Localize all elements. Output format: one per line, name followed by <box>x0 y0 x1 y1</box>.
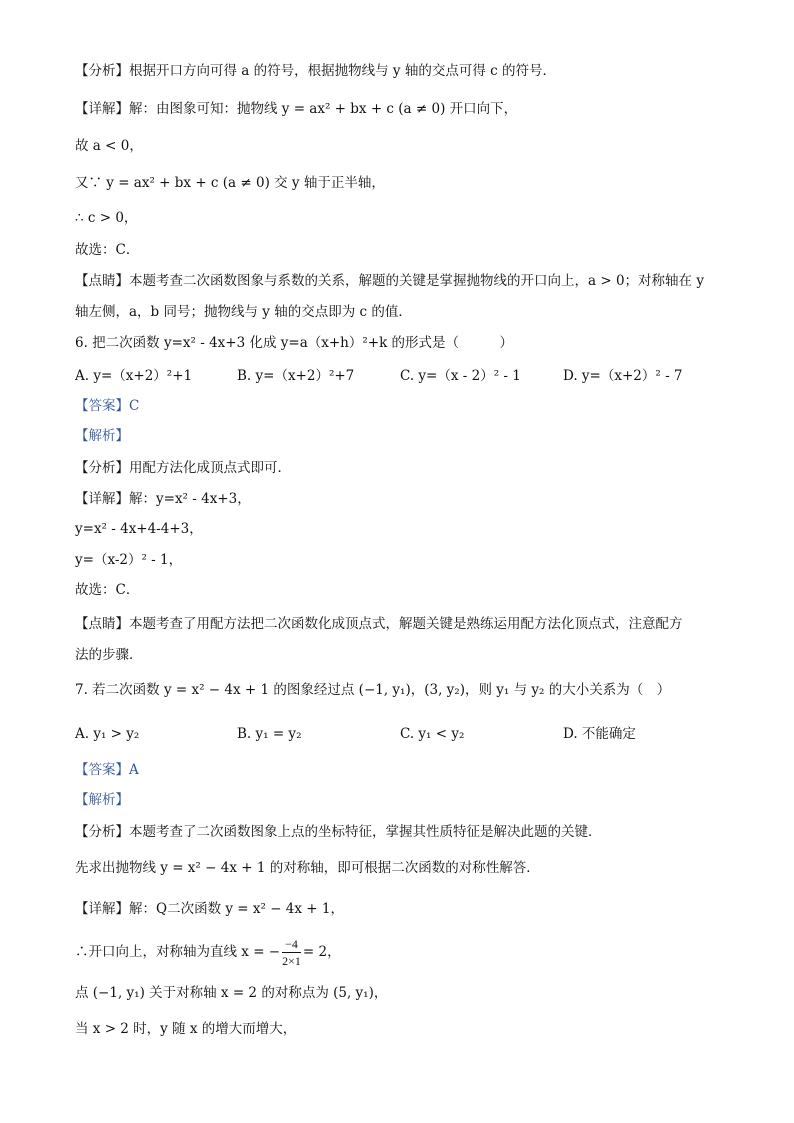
q6-option-d: D. y=（x+2）² - 7 <box>563 368 683 384</box>
q5-analysis: 【分析】根据开口方向可得 a 的符号，根据抛物线与 y 轴的交点可得 c 的符号． <box>75 63 556 79</box>
q6-detail: 【详解】解：y=x² - 4x+3， <box>75 491 251 507</box>
q7-stem: 7. 若二次函数 y = x² − 4x + 1 的图象经过点 (−1, y₁)，(3, y₂)，则 y₁ 与 y₂ 的大小关系为（ ） <box>75 682 671 698</box>
q7-line: 先求出抛物线 y = x² − 4x + 1 的对称轴，即可根据二次函数的对称性解答． <box>75 860 540 876</box>
q6-stem: 6. 把二次函数 y=x² - 4x+3 化成 y=a（x+h）²+k 的形式是（ ） <box>75 335 514 351</box>
q5-choice: 故选：C． <box>75 242 140 258</box>
q7-symmetry-axis-line <box>75 935 341 969</box>
q6-answer: 【答案】C <box>75 398 140 414</box>
q7-option-b: B. y₁ = y₂ <box>237 726 302 742</box>
q5-line: 又∵ y = ax² + bx + c (a ≠ 0) 交 y 轴于正半轴， <box>75 175 385 191</box>
q7-option-d: D. 不能确定 <box>563 726 636 742</box>
q5-comment: 轴左侧，a，b 同号；抛物线与 y 轴的交点即为 c 的值． <box>75 304 412 320</box>
q7-jiexi-heading: 【解析】 <box>75 792 129 808</box>
q6-comment: 法的步骤． <box>75 647 143 663</box>
fraction <box>282 936 301 969</box>
q6-jiexi-heading: 【解析】 <box>75 428 129 444</box>
q7-detail-prefix: ∴开口向上，对称轴为直线 x = − <box>75 944 281 960</box>
q6-option-b: B. y=（x+2）²+7 <box>237 368 355 384</box>
q6-detail: y=（x-2）² - 1， <box>75 552 183 568</box>
q5-line: ∴ c > 0， <box>75 210 138 226</box>
fraction-numerator: −4 <box>282 936 301 953</box>
q7-detail: 【详解】解：Q二次函数 y = x² − 4x + 1， <box>75 901 344 917</box>
q5-comment: 【点睛】本题考查二次函数图象与系数的关系，解题的关键是掌握抛物线的开口向上，a > 0；对称轴在 y <box>75 273 704 289</box>
q7-option-a: A. y₁ > y₂ <box>75 726 140 742</box>
q7-detail-suffix: = 2， <box>302 944 341 960</box>
q6-comment: 【点睛】本题考查了用配方法把二次函数化成顶点式，解题关键是熟练运用配方法化顶点式，注意配方 <box>75 616 683 632</box>
q6-detail: y=x² - 4x+4-4+3， <box>75 521 203 537</box>
q5-line: 故 a < 0， <box>75 138 143 154</box>
q7-detail: 当 x > 2 时，y 随 x 的增大而增大， <box>75 1021 297 1037</box>
q7-answer: 【答案】A <box>75 762 139 778</box>
q6-choice: 故选：C． <box>75 582 140 598</box>
q7-detail: 点 (−1, y₁) 关于对称轴 x = 2 的对称点为 (5, y₁)， <box>75 985 388 1001</box>
q5-detail: 【详解】解：由图象可知：抛物线 y = ax² + bx + c (a ≠ 0) 开口向下， <box>75 101 518 117</box>
q7-option-c: C. y₁ < y₂ <box>400 726 465 742</box>
fraction-denominator: 2×1 <box>282 954 301 968</box>
q6-analysis: 【分析】用配方法化成顶点式即可． <box>75 460 291 476</box>
q6-option-a: A. y=（x+2）²+1 <box>75 368 193 384</box>
q6-option-c: C. y=（x - 2）² - 1 <box>400 368 521 384</box>
q7-analysis: 【分析】本题考查了二次函数图象上点的坐标特征，掌握其性质特征是解决此题的关键． <box>75 824 602 840</box>
